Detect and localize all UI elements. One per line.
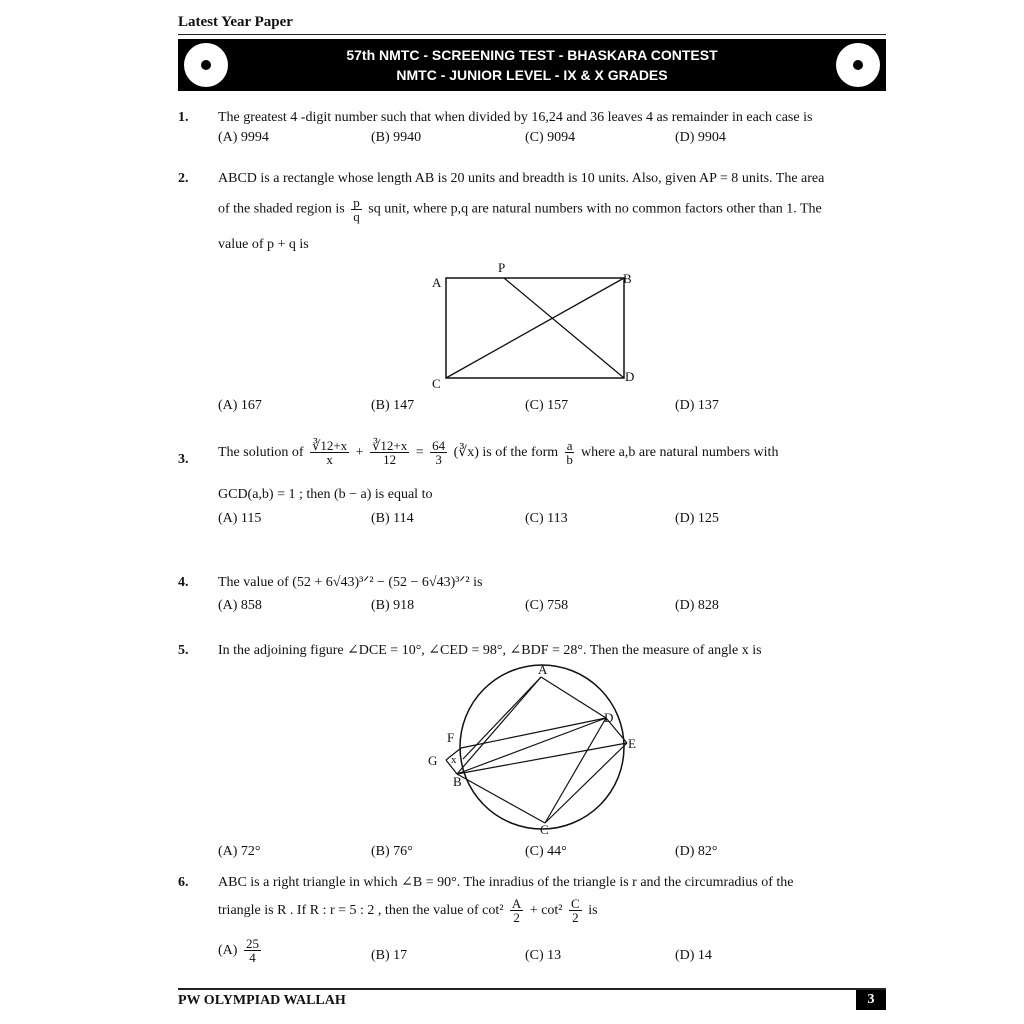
question-2-number: 2. [178, 171, 189, 186]
question-5-option-a: (A) 72° [218, 844, 261, 859]
right-disc-icon [836, 43, 880, 87]
question-3-option-b: (B) 114 [371, 511, 414, 526]
question-4-text: The value of (52 + 6√43)³ᐟ² − (52 − 6√43)³ᐟ² is [218, 575, 483, 590]
question-5-text: In the adjoining figure ∠DCE = 10°, ∠CED = 98°, ∠BDF = 28°. Then the measure of angle x is [218, 643, 762, 658]
question-2-line2: of the shaded region is $\frac{p}{q}$ sq unit, where p,q are natural numbers with no common factors other than 1. The [218, 195, 822, 224]
question-3-line2: GCD(a,b) = 1 ; then (b − a) is equal to [218, 487, 433, 502]
label-b: B [623, 271, 632, 286]
question-1-option-d: (D) 9904 [675, 130, 726, 145]
question-3-option-d: (D) 125 [675, 511, 719, 526]
question-3-line1: The solution of $\frac{∛12+x}{x}$ + $\frac{∛12+x}{12}$ = $\frac{64}{3}$ (∛x) is of the form $\frac{a}{b}$ where a,b are natural numbers with [218, 438, 779, 468]
footer-label: PW OLYMPIAD WALLAH [178, 993, 346, 1008]
question-2-option-c: (C) 157 [525, 398, 569, 413]
question-6-option-d: (D) 14 [675, 948, 712, 963]
question-4-number: 4. [178, 575, 189, 590]
question-3-option-c: (C) 113 [525, 511, 568, 526]
question-4-option-a: (A) 858 [218, 598, 262, 613]
footer-rule [178, 988, 886, 990]
question-6-number: 6. [178, 875, 189, 890]
question-4-option-c: (C) 758 [525, 598, 569, 613]
question-6-line2: triangle is R . If R : r = 5 : 2 , then the value of cot² $\frac{A}{2}$ + cot² $\frac{C}{2}$ is [218, 896, 598, 926]
label-d: D [604, 710, 614, 725]
label-a: A [432, 275, 442, 290]
question-5-option-c: (C) 44° [525, 844, 567, 859]
page-number: 3 [856, 990, 886, 1010]
question-4-option-b: (B) 918 [371, 598, 415, 613]
label-c: C [432, 376, 441, 391]
question-5-option-b: (B) 76° [371, 844, 413, 859]
contest-banner [178, 39, 886, 91]
question-2-line3: value of p + q is [218, 237, 309, 252]
rectangle-figure [420, 255, 645, 395]
question-1-number: 1. [178, 110, 189, 125]
label-e: E [628, 736, 636, 751]
question-1-text: The greatest 4 -digit number such that when divided by 16,24 and 36 leaves 4 as remainder in each case is [218, 110, 813, 125]
question-5-number: 5. [178, 643, 189, 658]
question-5-option-d: (D) 82° [675, 844, 718, 859]
question-6-line1: ABC is a right triangle in which ∠B = 90°. The inradius of the triangle is r and the circumradius of the [218, 875, 794, 890]
question-3-option-a: (A) 115 [218, 511, 262, 526]
question-2-line1: ABCD is a rectangle whose length AB is 20 units and breadth is 10 units. Also, given AP = 8 units. The area [218, 171, 825, 186]
question-4-option-d: (D) 828 [675, 598, 719, 613]
question-3-number: 3. [178, 452, 189, 467]
label-d: D [625, 369, 635, 384]
banner-title-line1: 57th NMTC - SCREENING TEST - BHASKARA CONTEST [346, 47, 718, 63]
question-1-option-b: (B) 9940 [371, 130, 422, 145]
label-b: B [453, 774, 462, 789]
question-2-option-b: (B) 147 [371, 398, 415, 413]
label-g: G [428, 753, 438, 768]
label-a: A [538, 662, 548, 677]
banner-title-line2: NMTC - JUNIOR LEVEL - IX & X GRADES [396, 67, 668, 83]
header-label: Latest Year Paper [178, 14, 293, 30]
question-2-option-d: (D) 137 [675, 398, 719, 413]
label-x: x [451, 754, 457, 766]
question-1-option-c: (C) 9094 [525, 130, 576, 145]
question-6-option-a: (A) $\frac{25}{4}$ [218, 936, 259, 966]
label-f: F [447, 730, 455, 745]
label-c: C [540, 822, 549, 837]
circle-figure [420, 660, 645, 840]
question-1-option-a: (A) 9994 [218, 130, 269, 145]
header-rule [178, 34, 886, 35]
question-2-option-a: (A) 167 [218, 398, 262, 413]
question-6-option-b: (B) 17 [371, 948, 408, 963]
question-6-option-c: (C) 13 [525, 948, 562, 963]
label-p: P [498, 260, 506, 275]
